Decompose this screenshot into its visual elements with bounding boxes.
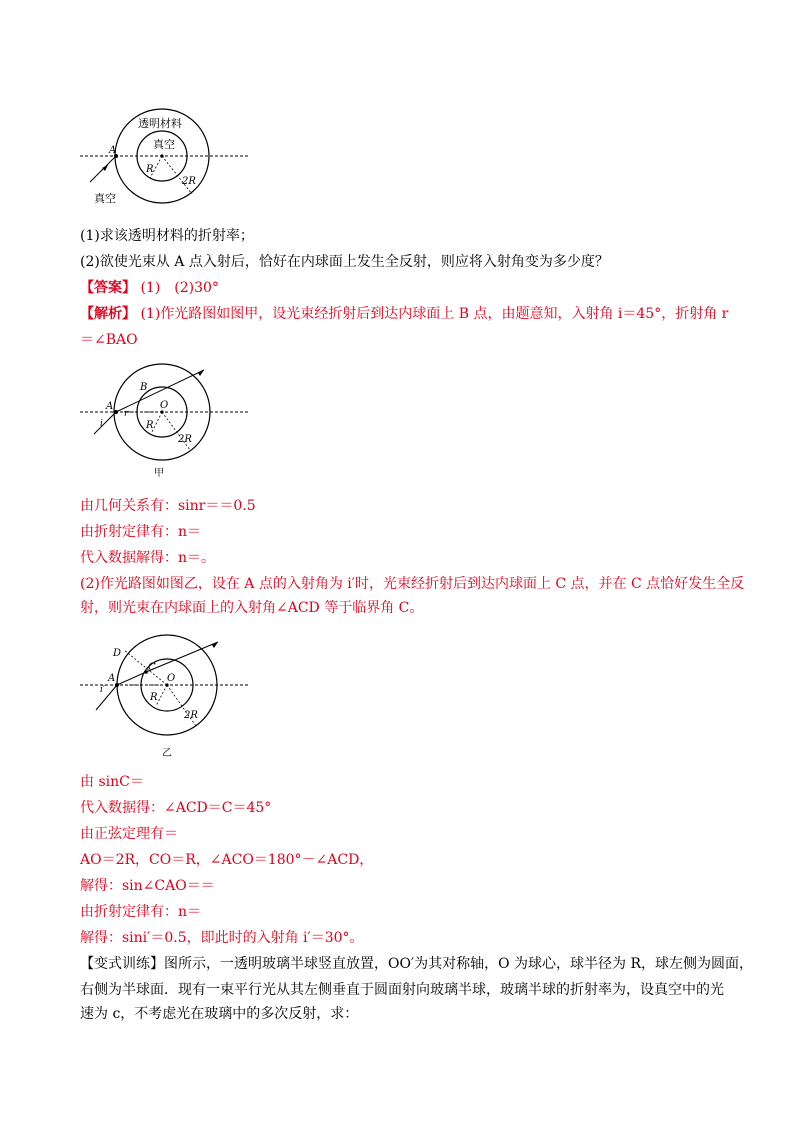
answer-value: (1) (2)30° — [140, 280, 219, 296]
label-vacuum-outer: 真空 — [94, 192, 116, 205]
solution-line-9: AO＝2R，CO＝R，∠ACO＝180°－∠ACD， — [80, 852, 374, 868]
explanation-line-1 — [80, 304, 728, 324]
od-line — [124, 650, 167, 685]
radius-r-line — [156, 685, 167, 706]
radius-2r-line — [162, 156, 192, 194]
solution-line-2: 由折射定律有：n＝ — [80, 524, 202, 540]
variant-line-2: 右侧为半球面．现有一束平行光从其左侧垂直于圆面射向玻璃半球，玻璃半球的折射率为，设真空中的光 — [80, 982, 724, 998]
label-2r: 2R — [178, 434, 192, 445]
variant-line-3: 速为 c，不考虑光在玻璃中的多次反射，求： — [80, 1006, 359, 1022]
label-o: O — [167, 673, 176, 684]
solution-line-11: 由折射定律有：n＝ — [80, 904, 202, 920]
label-c: C — [148, 662, 156, 673]
solution-line-10: 解得：sin∠CAO＝＝ — [80, 878, 215, 894]
solution-line-7: 代入数据得：∠ACD＝C＝45° — [80, 800, 272, 816]
label-b: B — [140, 382, 148, 393]
ray-arrow — [102, 165, 108, 171]
incident-ray — [94, 412, 116, 434]
question-2: (2)欲使光束从 A 点入射后，恰好在内球面上发生全反射，则应将入射角变为多少度？ — [80, 254, 609, 270]
answer-label: 【答案】 — [80, 280, 136, 296]
label-r: R — [146, 420, 154, 431]
explanation-line-2: ＝∠BAO — [80, 332, 138, 348]
label-d: D — [113, 648, 122, 659]
solution-line-8: 由正弦定理有＝ — [80, 826, 178, 842]
label-a: A — [106, 401, 114, 412]
explanation-label: 【解析】 — [80, 306, 136, 322]
label-r: R — [146, 164, 154, 175]
explanation-text-1: (1)作光路图如图甲，设光束经折射后到达内球面上 B 点，由题意知，入射角 i＝45°，折射角 r — [140, 306, 729, 322]
solution-line-6: 由 sinC＝ — [80, 774, 144, 790]
label-2r: 2R — [182, 176, 196, 187]
label-2r: 2R — [184, 710, 198, 721]
caption-jia: 甲 — [154, 468, 164, 479]
question-1: (1)求该透明材料的折射率； — [80, 228, 254, 244]
figure-1-concentric-spheres — [80, 108, 250, 208]
solution-line-4: (2)作光路图如图乙，设在 A 点的入射角为 i′时，光束经折射后到达内球面上 C 点，并在 C 点恰好发生全反 — [80, 576, 745, 592]
label-i: i — [100, 419, 103, 429]
label-o: O — [160, 400, 169, 411]
label-r: R — [150, 692, 158, 703]
figure-3-yi — [80, 630, 250, 762]
label-i-prime: i′ — [100, 685, 105, 695]
label-r-angle: r — [124, 409, 129, 419]
figure-2-jia — [80, 362, 250, 480]
solution-line-5: 射，则光束在内球面上的入射角∠ACD 等于临界角 C。 — [80, 600, 424, 616]
solution-line-1: 由几何关系有：sinr＝＝0.5 — [80, 498, 256, 514]
label-a: A — [108, 673, 116, 684]
label-a: A — [109, 145, 117, 156]
caption-yi: 乙 — [162, 748, 172, 759]
variant-line-1: 【变式训练】图所示，一透明玻璃半球竖直放置，OO′为其对称轴，O 为球心，球半径为 R，球左侧为圆面， — [80, 956, 754, 972]
label-vacuum-inner: 真空 — [153, 138, 175, 151]
reflected-ray — [146, 642, 218, 672]
answer-line — [80, 278, 219, 298]
solution-line-12: 解得：sini′＝0.5，即此时的入射角 i′＝30°。 — [80, 930, 364, 946]
label-material: 透明材料 — [138, 117, 182, 130]
solution-line-3: 代入数据解得：n＝。 — [80, 550, 216, 566]
